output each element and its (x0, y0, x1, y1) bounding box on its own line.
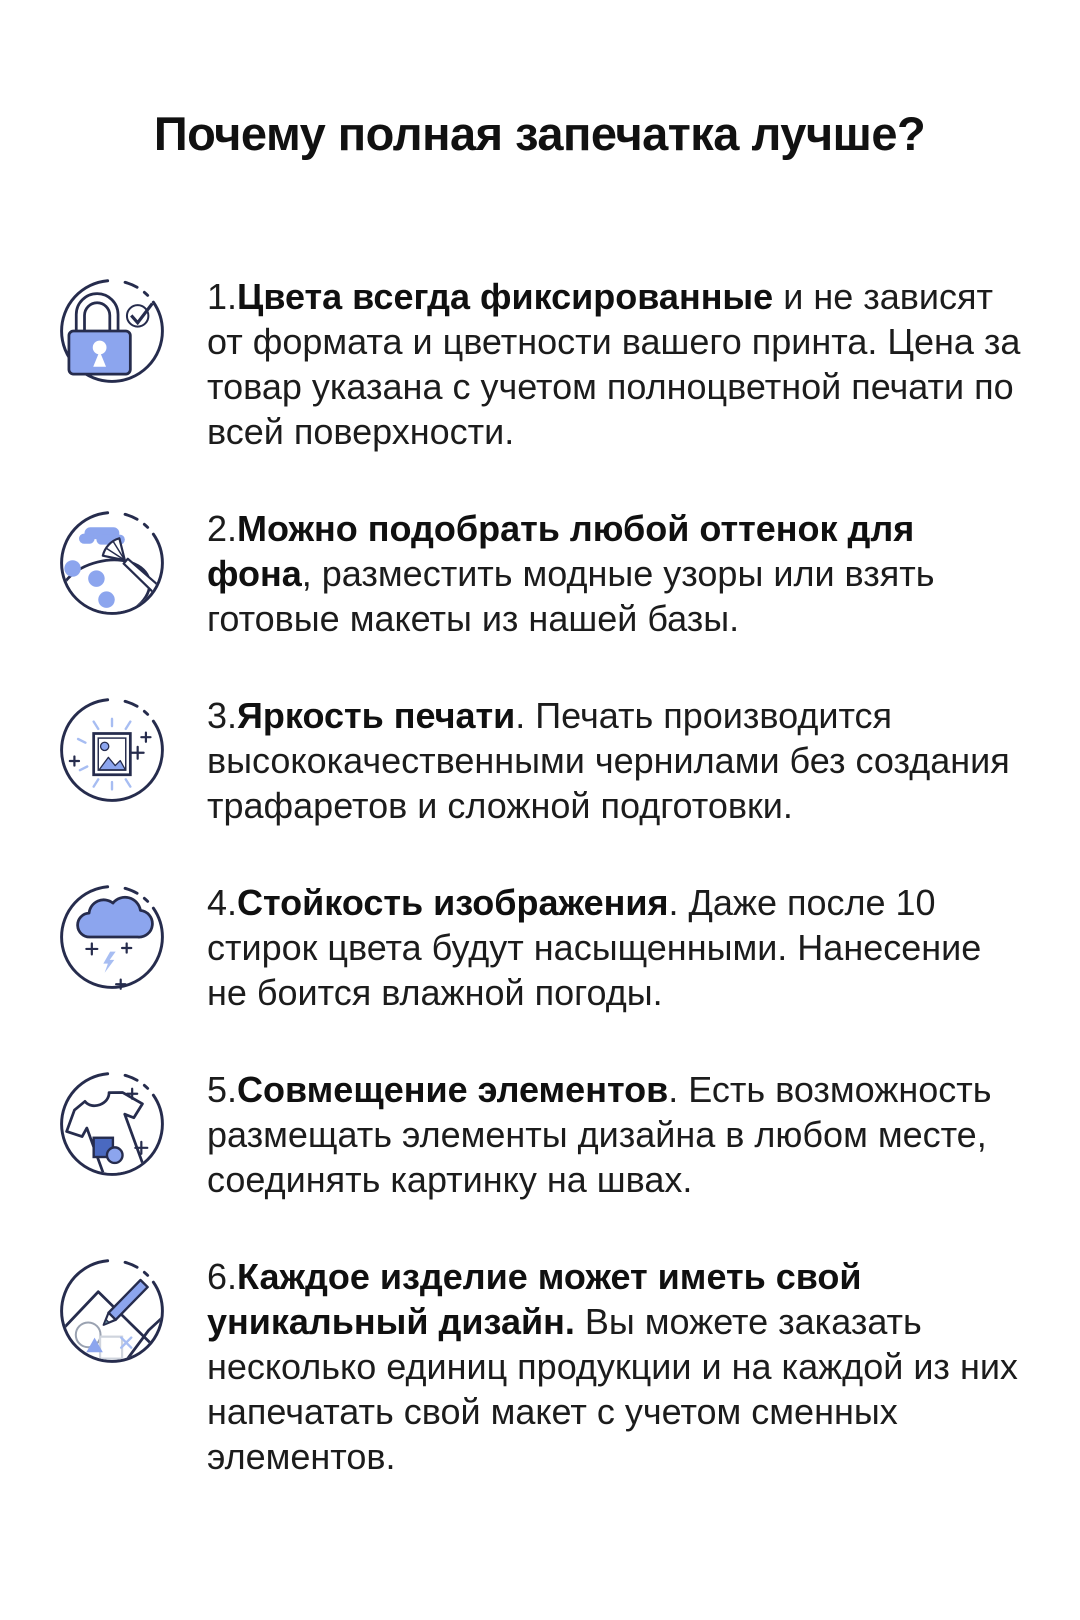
lock-check-icon (57, 276, 167, 386)
item-text (207, 880, 1022, 1015)
list-item (57, 1254, 1022, 1479)
item-lead: Стойкость изображения (237, 882, 669, 924)
item-body: . Есть возможность размещать элементы дизайна в любом месте, соединять картинку на швах. (207, 1069, 992, 1201)
item-lead: Совмещение элементов (237, 1069, 669, 1111)
bright-image-icon (57, 695, 167, 805)
list-item (57, 693, 1022, 828)
item-number: 2. (207, 508, 238, 550)
item-text (207, 274, 1022, 454)
item-lead: Цвета всегда фиксированные (237, 276, 774, 318)
page-title: Почему полная запечатка лучше? (153, 107, 926, 160)
list-item (57, 1067, 1022, 1202)
item-body: . Печать производится высококачественными чернилами без создания трафаретов и сложной подготовки. (207, 695, 1010, 827)
item-text (207, 1067, 1022, 1202)
benefits-list (57, 274, 1022, 1479)
item-body: . Даже после 10 стирок цвета будут насыщенными. Нанесение не боится влажной погоды. (207, 882, 982, 1014)
item-text (207, 693, 1022, 828)
item-body: и не зависят от формата и цветности вашего принта. Цена за товар указана с учетом полноцветной печати по всей поверхности. (207, 276, 1021, 453)
item-lead: Каждое изделие может иметь свой уникальный дизайн. (207, 1256, 862, 1343)
pencil-sketch-icon (57, 1256, 167, 1366)
tshirt-design-icon (57, 1069, 167, 1179)
item-number: 4. (207, 882, 238, 924)
list-item (57, 880, 1022, 1015)
palette-brush-icon (57, 508, 167, 618)
item-text (207, 506, 1022, 641)
item-lead: Яркость печати (237, 695, 516, 737)
item-text (207, 1254, 1022, 1479)
item-lead: Можно подобрать любой оттенок для фона (207, 508, 915, 595)
item-body: , разместить модные узоры или взять готовые макеты из нашей базы. (207, 553, 935, 640)
item-number: 6. (207, 1256, 238, 1298)
item-body: Вы можете заказать несколько единиц продукции и на каждой из них напечатать свой макет с учетом сменных элементов. (207, 1301, 1018, 1478)
item-number: 3. (207, 695, 238, 737)
list-item (57, 506, 1022, 641)
item-number: 1. (207, 276, 238, 318)
list-item (57, 274, 1022, 454)
item-number: 5. (207, 1069, 238, 1111)
weather-cloud-icon (57, 882, 167, 992)
